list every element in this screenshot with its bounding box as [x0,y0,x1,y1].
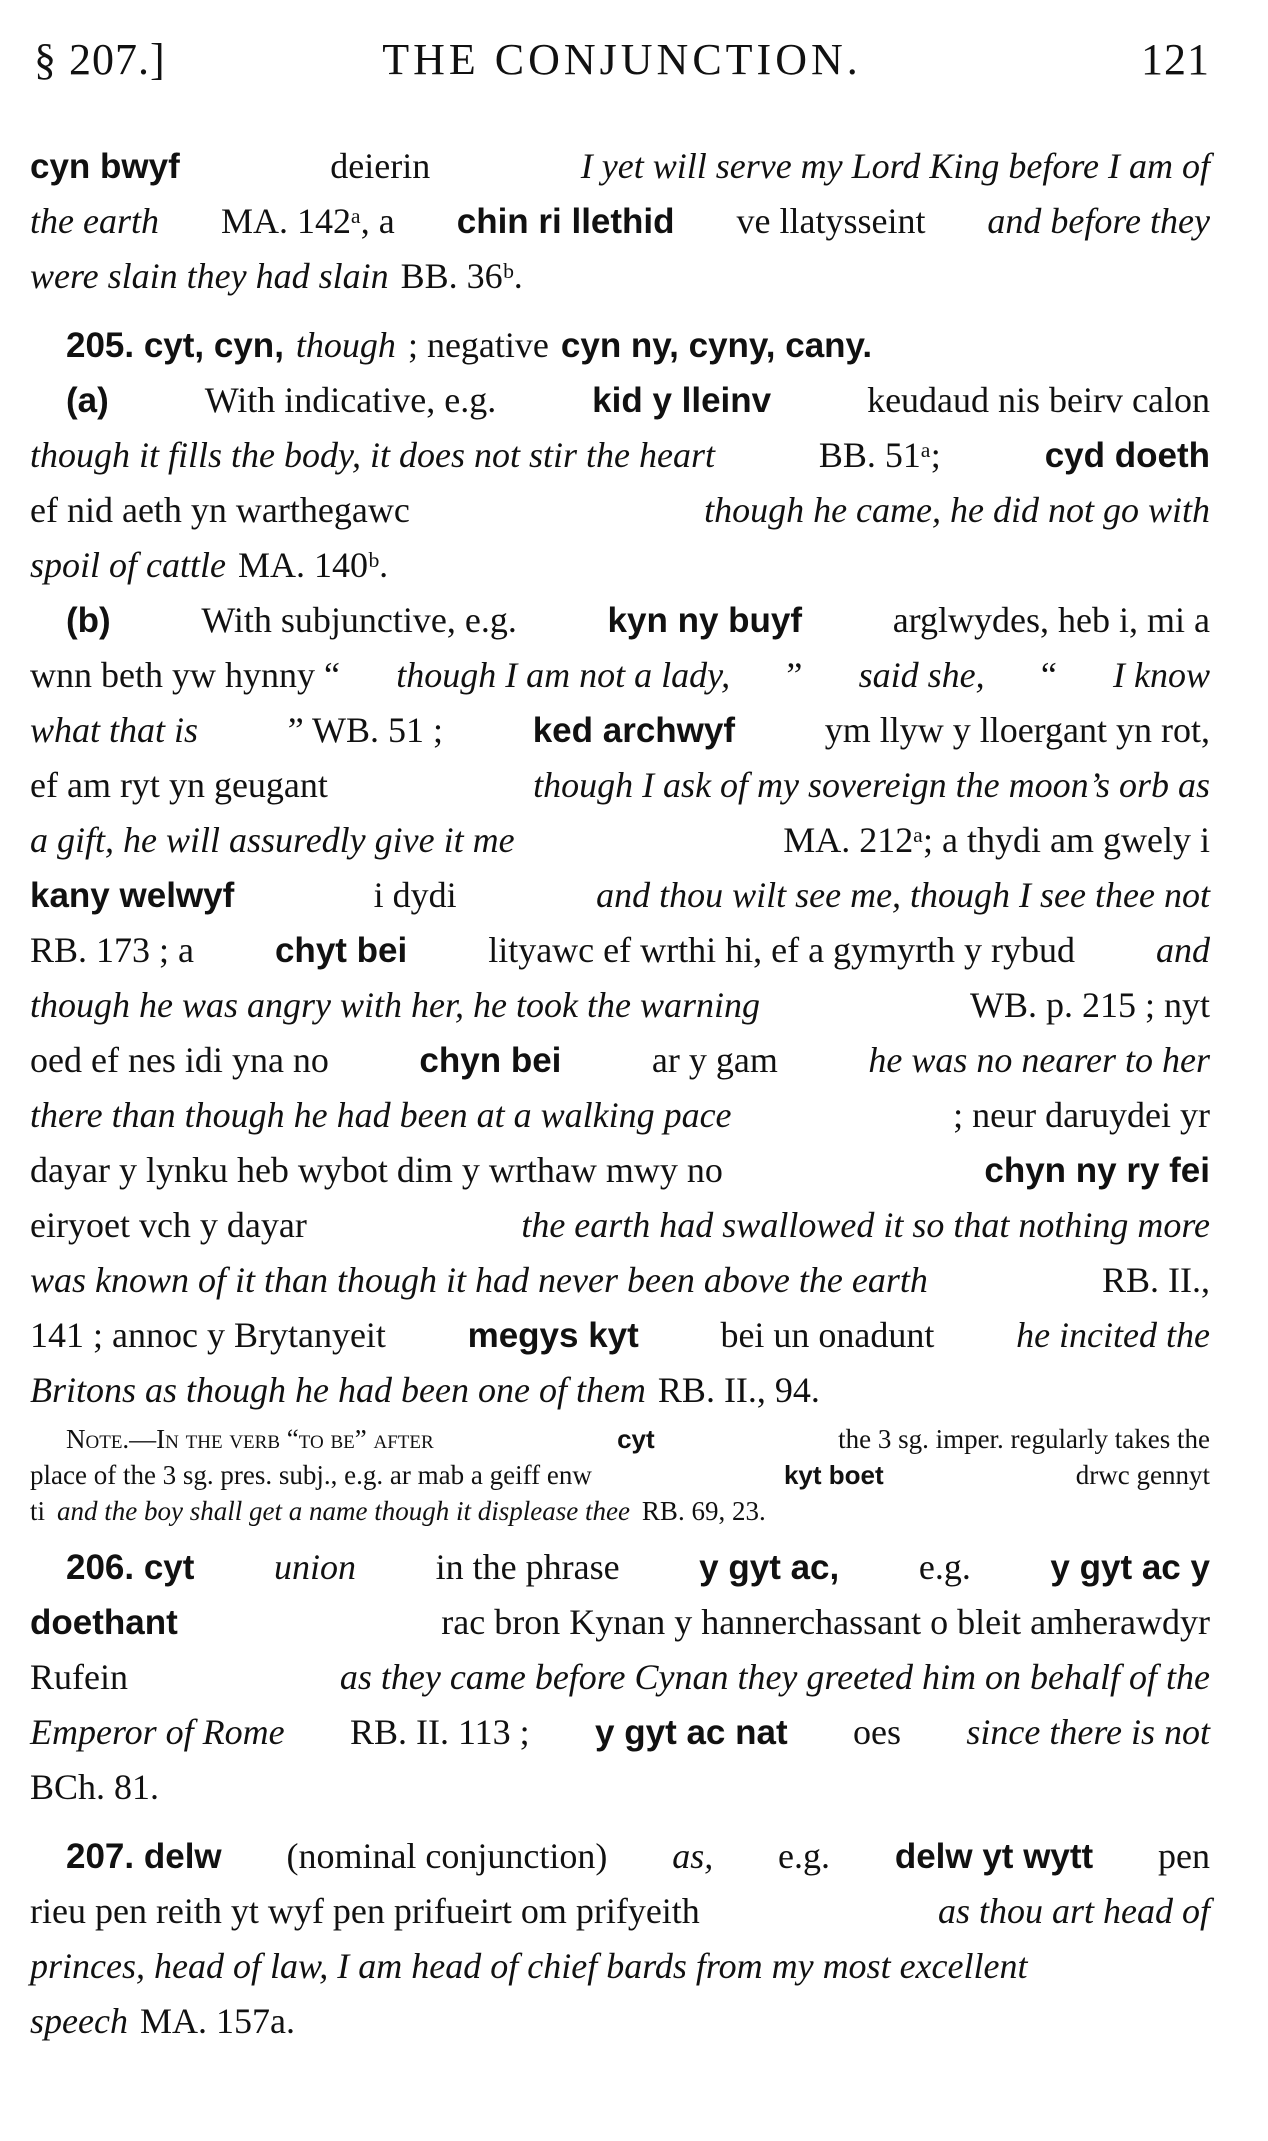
translation-text: as they came before Cynan they greeted him on behalf of the [339,1657,1210,1697]
text-line [30,1369,1210,1424]
welsh-term: y gyt ac nat [595,1713,788,1752]
translation-text: though I am not a lady, [396,655,731,695]
translation-text: what that is [30,710,199,750]
text-segment: 141 ; annoc y Brytanyeit [30,1315,386,1355]
text-line [30,145,1210,200]
text-segment: wnn beth yw hynny “ [30,655,340,695]
text-segment: drwc gennyt [1075,1460,1210,1490]
text-segment: oes [853,1712,901,1752]
text-line [30,2000,1210,2055]
text-line [30,255,1210,310]
translation-text: as thou art head of [937,1891,1210,1931]
translation-text: though [295,325,396,365]
paragraphs-206-207 [30,1532,1210,2055]
translation-text: and before they [987,201,1210,241]
text-line [30,1601,1210,1656]
welsh-term: 205. cyt, cyn, [66,326,284,365]
text-segment: ” WB. 51 ; [287,710,444,750]
text-line [30,1094,1210,1149]
translation-text: though he was angry with her, he took the warning [30,985,760,1025]
translation-text: there than though he had been at a walking pace [30,1095,732,1135]
text-line [30,379,1210,434]
page-number: 121 [1141,35,1210,84]
translation-text: speech [30,2001,128,2041]
text-line [30,1711,1210,1766]
text-line [30,434,1210,489]
text-segment: e.g. [918,1547,971,1587]
translation-text: though I ask of my sovereign the moon’s orb as [533,765,1210,805]
text-line [30,324,1210,379]
paragraph-gap [30,1821,1210,1835]
text-segment: rac bron Kynan y hannerchassant o bleit amherawdyr [441,1602,1210,1642]
text-segment: ef nid aeth yn warthegawc [30,490,410,530]
paragraph-gap [30,310,1210,324]
paragraph-gap [30,1532,1210,1546]
welsh-term: kid y lleinv [592,381,772,420]
translation-text: union [274,1547,357,1587]
text-segment: lityawc ef wrthi hi, ef a gymyrth y rybud [488,930,1076,970]
text-line [30,1890,1210,1945]
text-segment: rieu pen reith yt wyf pen prifueirt om prifyeith [30,1891,700,1931]
text-segment: “ [1040,655,1057,695]
welsh-term: (b) [66,601,111,640]
text-line [30,874,1210,929]
translation-text: as, [672,1836,714,1876]
text-segment: place of the 3 sg. pres. subj., e.g. ar mab a geiff enw [30,1460,592,1490]
welsh-term: chin ri llethid [456,202,675,241]
translation-text: though he came, he did not go with [704,490,1210,530]
text-segment: ” [786,655,803,695]
text-segment: Note.—In the verb “to be” after [66,1424,434,1454]
text-line [30,1496,1210,1532]
welsh-term: 206. cyt [66,1548,195,1587]
text-segment: RB. 69, 23. [641,1496,766,1526]
welsh-term: cyt [617,1424,655,1454]
text-segment: Rufein [30,1657,128,1697]
page-body [30,145,1210,2055]
text-line [30,489,1210,544]
welsh-term: kany welwyf [30,876,235,915]
translation-text: Emperor of Rome [30,1712,285,1752]
text-segment: ; negative [407,325,549,365]
text-line [30,1149,1210,1204]
translation-text: he incited the [1016,1315,1210,1355]
translation-text: said she, [858,655,985,695]
text-segment: e.g. [778,1836,831,1876]
translation-text: I know [1113,655,1210,695]
welsh-term: 207. delw [66,1837,222,1876]
text-segment: ym llyw y lloergant yn rot, [824,710,1210,750]
text-line [30,984,1210,1039]
text-segment: ve llatysseint [736,201,926,241]
text-line [30,1424,1210,1460]
text-line [30,200,1210,255]
welsh-term: kyn ny buyf [607,601,803,640]
translation-text: was known of it than though it had never been above the earth [30,1260,928,1300]
text-segment: RB. II., 94. [657,1370,820,1410]
text-segment: bei un onadunt [720,1315,935,1355]
text-segment: ef am ryt yn geugant [30,765,328,805]
text-line [30,1460,1210,1496]
text-line [30,1259,1210,1314]
welsh-term: delw yt wytt [894,1837,1094,1876]
text-segment: pen [1158,1836,1210,1876]
welsh-term: y gyt ac, [699,1548,840,1587]
welsh-term: (a) [66,381,109,420]
welsh-term: y gyt ac y [1050,1548,1210,1587]
text-line [30,1656,1210,1711]
translation-text: though it fills the body, it does not stir the heart [30,435,715,475]
translation-text: princes, head of law, I am head of chief bards from my most excellent [30,1946,1028,1986]
text-segment: With subjunctive, e.g. [201,600,517,640]
translation-text: since there is not [966,1712,1210,1752]
section-reference: § 207.] [34,35,166,84]
translation-text: he was no nearer to her [868,1040,1210,1080]
note-block [30,1424,1210,1532]
text-segment: deierin [330,146,431,186]
text-line [30,599,1210,654]
welsh-term: chyt bei [274,931,408,970]
welsh-term: ked archwyf [532,711,736,750]
text-segment: (nominal conjunction) [286,1836,608,1876]
translation-text: and thou wilt see me, though I see thee not [596,875,1210,915]
welsh-term: doethant [30,1603,178,1642]
text-segment: keudaud nis beirv calon [867,380,1210,420]
translation-text: and the boy shall get a name though it displease thee [57,1496,630,1526]
text-segment: RB. II. 113 ; [350,1712,530,1752]
text-segment: BB. 36ᵇ. [400,256,523,296]
text-line [30,1835,1210,1890]
translation-text: the earth [30,201,159,241]
running-header [34,34,1210,104]
welsh-term: chyn bei [419,1041,562,1080]
text-segment: eiryoet vch y dayar [30,1205,307,1245]
text-segment: ; neur daruydei yr [953,1095,1210,1135]
text-line [30,929,1210,984]
text-line [30,709,1210,764]
text-line [30,1204,1210,1259]
text-segment: dayar y lynku heb wybot dim y wrthaw mwy no [30,1150,723,1190]
text-line [30,1546,1210,1601]
paragraphs-205 [30,145,1210,1424]
text-segment: arglwydes, heb i, mi a [892,600,1210,640]
text-segment: WB. p. 215 ; nyt [970,985,1210,1025]
text-line [30,764,1210,819]
translation-text: and [1156,930,1210,970]
welsh-term: cyn bwyf [30,147,180,186]
text-segment: in the phrase [435,1547,620,1587]
text-line [30,1766,1210,1821]
text-segment: MA. 142ᵃ, a [220,201,395,241]
text-line [30,1039,1210,1094]
translation-text: I yet will serve my Lord King before I am of [580,146,1210,186]
translation-text: Britons as though he had been one of them [30,1370,646,1410]
text-line [30,819,1210,874]
text-segment: RB. II., [1102,1260,1210,1300]
text-segment: i dydi [373,875,457,915]
text-segment: ti [30,1496,46,1526]
text-line [30,1945,1210,2000]
welsh-term: cyd doeth [1044,436,1210,475]
text-segment: the 3 sg. imper. regularly takes the [838,1424,1210,1454]
text-segment: ar y gam [651,1040,778,1080]
text-segment: MA. 212ᵃ; a thydi am gwely i [783,820,1210,860]
translation-text: the earth had swallowed it so that nothing more [521,1205,1210,1245]
chapter-title: THE CONJUNCTION. [382,35,862,84]
text-segment: MA. 140ᵇ. [237,545,389,585]
text-line [30,544,1210,599]
translation-text: were slain they had slain [30,256,389,296]
welsh-term: cyn ny, cyny, cany. [560,326,873,365]
welsh-term: chyn ny ry fei [984,1151,1210,1190]
text-line [30,1314,1210,1369]
text-segment: MA. 157a. [139,2001,295,2041]
text-segment: BCh. 81. [30,1767,160,1807]
welsh-term: megys kyt [467,1316,639,1355]
text-segment: BB. 51ᵃ; [818,435,941,475]
text-segment: oed ef nes idi yna no [30,1040,329,1080]
translation-text: a gift, he will assuredly give it me [30,820,515,860]
translation-text: spoil of cattle [30,545,226,585]
text-line [30,654,1210,709]
welsh-term: kyt boet [783,1460,884,1490]
text-segment: With indicative, e.g. [204,380,497,420]
text-segment: RB. 173 ; a [30,930,195,970]
